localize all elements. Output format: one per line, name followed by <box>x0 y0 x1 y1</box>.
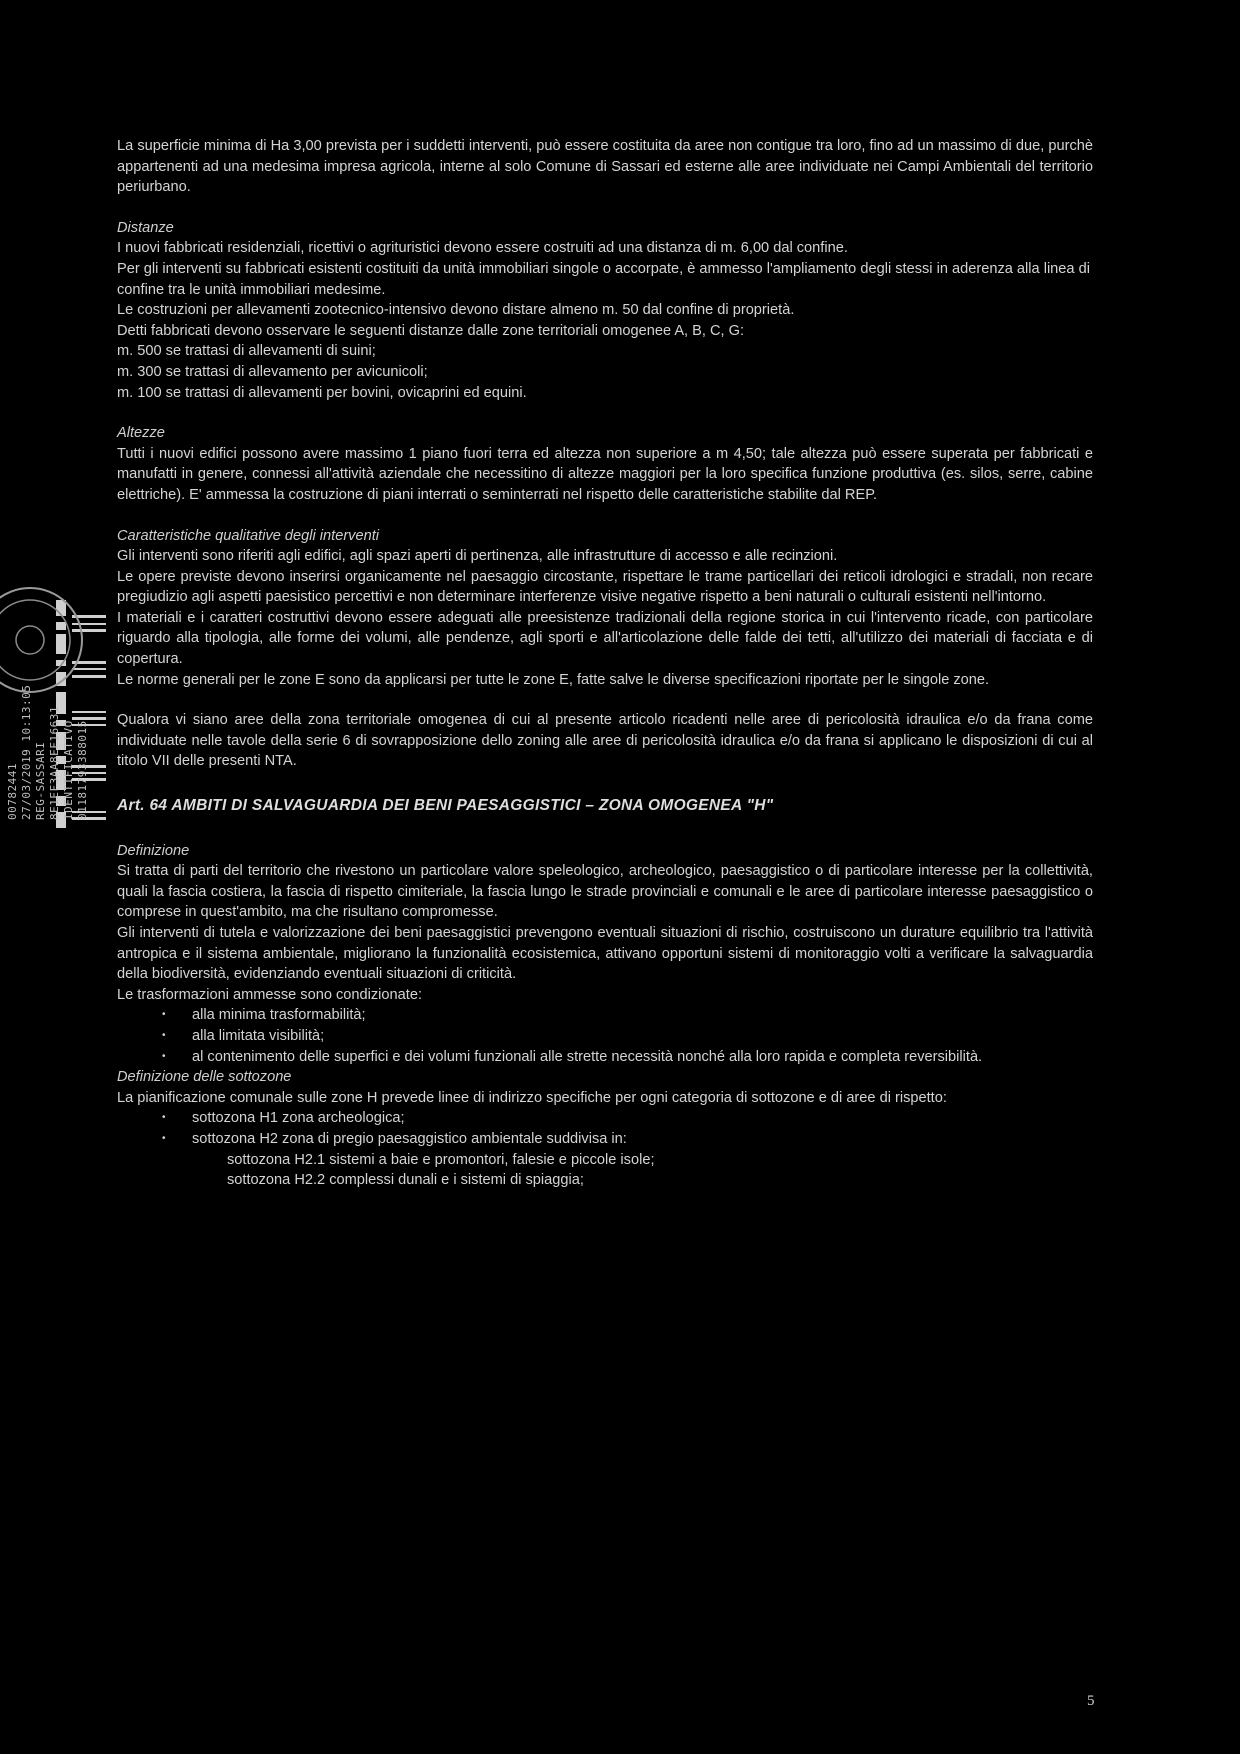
distanze-line: m. 100 se trattasi di allevamenti per bovini, ovicaprini ed equini. <box>117 384 527 401</box>
paragraph-caratteristiche: Le norme generali per le zone E sono da applicarsi per tutte le zone E, fatte salve le diverse specificazioni riportate per le singole zone. <box>117 671 990 688</box>
list-item: sottozona H2.2 complessi dunali e i sistemi di spiaggia; <box>227 1172 584 1189</box>
list-item: sottozona H2.1 sistemi a baie e promontori, falesie e piccole isole; <box>227 1151 655 1168</box>
heading-sottozone: Definizione delle sottozone <box>117 1069 292 1086</box>
heading-altezze: Altezze <box>117 425 165 442</box>
distanze-line: m. 500 se trattasi di allevamenti di suini; <box>117 343 376 360</box>
condizioni-list <box>117 1005 1093 1067</box>
distanze-line: I nuovi fabbricati residenziali, ricettivi o agrituristici devono essere costruiti ad una distanza di m. 6,00 dal confine. <box>117 240 848 257</box>
paragraph-caratteristiche: I materiali e i caratteri costruttivi devono essere adeguati alle preesistenze tradizionali della regione storica in cui l'intervento ricade, con particolare riguardo alla tipologia, alle forme dei volumi, alle pendenze, agli sporti e all'articolazione delle falde dei tetti, all'utilizzo dei materiali di facciata e di copertura. <box>117 609 1093 668</box>
list-item: • sottozona H1 zona archeologica; <box>162 1108 1093 1129</box>
sottozone-sublist <box>117 1150 1093 1191</box>
heading-distanze: Distanze <box>117 219 174 236</box>
paragraph-caratteristiche: Gli interventi sono riferiti agli edifici, agli spazi aperti di pertinenza, alle infrastrutture di accesso e alle recinzioni. <box>117 548 838 565</box>
list-item: • alla minima trasformabilità; <box>162 1005 1093 1026</box>
distanze-line: Le costruzioni per allevamenti zootecnico-intensivo devono distare almeno m. 50 dal confine di proprietà. <box>117 302 795 319</box>
article-title: Art. 64 AMBITI DI SALVAGUARDIA DEI BENI PAESAGGISTICI – ZONA OMOGENEA "H" <box>117 797 774 815</box>
stamp-text: 00782441 27/03/2019 10:13:05 REG-SASSARI 8E1EF3AA8EF16631 IDENTIFICATIVO 01181793388015 <box>6 684 89 820</box>
sottozone-list <box>117 1108 1093 1149</box>
paragraph-definizione: Le trasformazioni ammesse sono condizionate: <box>117 986 423 1003</box>
paragraph-definizione: Si tratta di parti del territorio che rivestono un particolare valore speleologico, archeologico, paesaggistico o di particolare interesse per la collettività, quali la fascia costiera, la fascia di rispetto cimiteriale, la fascia lungo le strade provinciali e comunali e le aree di particolare interesse paesaggistico o comprese in quest'ambito, ma che risultano compromesse. <box>117 863 1093 921</box>
paragraph-altezze: Tutti i nuovi edifici possono avere massimo 1 piano fuori terra ed altezza non superiore a m 4,50; tale altezza può essere superata per fabbricati e manufatti in genere, connessi all'attività aziendale che necessitino di altezze maggiori per la loro specifica funzione produttiva (es. silos, serre, cabine elettriche). E' ammessa la costruzione di piani interrati o seminterrati nel rispetto delle caratteristiche stabilite dal REP. <box>117 445 1093 503</box>
paragraph-caratteristiche: Le opere previste devono inserirsi organicamente nel paesaggio circostante, rispettare le trame particellari dei reticoli idrologici e stradali, non recare pregiudizio agli aspetti paesistico percettivi e non determinare interferenze visive negative rispetto a beni naturali o culturali esistenti nell'intorno. <box>117 568 1093 606</box>
list-item: • sottozona H2 zona di pregio paesaggistico ambientale suddivisa in: <box>162 1129 1093 1150</box>
distanze-line: m. 300 se trattasi di allevamento per avicunicoli; <box>117 363 428 380</box>
paragraph-sottozone: La pianificazione comunale sulle zone H prevede linee di indirizzo specifiche per ogni categoria di sottozone e di aree di rispetto: <box>117 1089 947 1106</box>
list-item: • al contenimento delle superfici e dei volumi funzionali alle strette necessità nonché alla loro rapida e completa reversibilità. <box>162 1047 1093 1068</box>
distanze-line: Per gli interventi su fabbricati esistenti costituiti da unità immobiliari singole o accorpate, è ammesso l'ampliamento degli stessi in aderenza alla linea di confine tra le unità immobiliari medesime. <box>117 260 1090 298</box>
distanze-line: Detti fabbricati devono osservare le seguenti distanze dalle zone territoriali omogenee A, B, C, G: <box>117 322 745 339</box>
heading-definizione: Definizione <box>117 842 190 859</box>
seal-icon <box>0 580 90 700</box>
paragraph-superficie: La superficie minima di Ha 3,00 prevista per i suddetti interventi, può essere costituita da aree non contigue tra loro, fino ad un massimo di due, purchè appartenenti ad una medesima impresa agricola, interne al solo Comune di Sassari ed esterne alle aree individuate nei Campi Ambientali del territorio periurbano. <box>117 138 1093 196</box>
document-body <box>117 136 1093 1191</box>
heading-caratteristiche: Caratteristiche qualitative degli interventi <box>117 527 380 544</box>
list-item: • alla limitata visibilità; <box>162 1026 1093 1047</box>
page-number: 5 <box>1087 1693 1095 1709</box>
paragraph-definizione: Gli interventi di tutela e valorizzazione dei beni paesaggistici prevengono eventuali situazioni di rischio, costruiscono un durature equilibrio tra l'attività antropica e il sistema ambientale, migliorano la funzionalità ecosistemica, attivano opportuni sistemi di monitoraggio volti a verificare la salvaguardia della biodiversità, evidenziando eventuali situazioni di criticità. <box>117 925 1093 983</box>
paragraph-pericolosita: Qualora vi siano aree della zona territoriale omogenea di cui al presente articolo ricadenti nelle aree di pericolosità idraulica e/o da frana come individuate nelle tavole della serie 6 di sovrapposizione dello zoning alle aree di pericolosità idraulica e/o da frana si applicano le disposizioni di cui al titolo VII delle presenti NTA. <box>117 712 1093 770</box>
